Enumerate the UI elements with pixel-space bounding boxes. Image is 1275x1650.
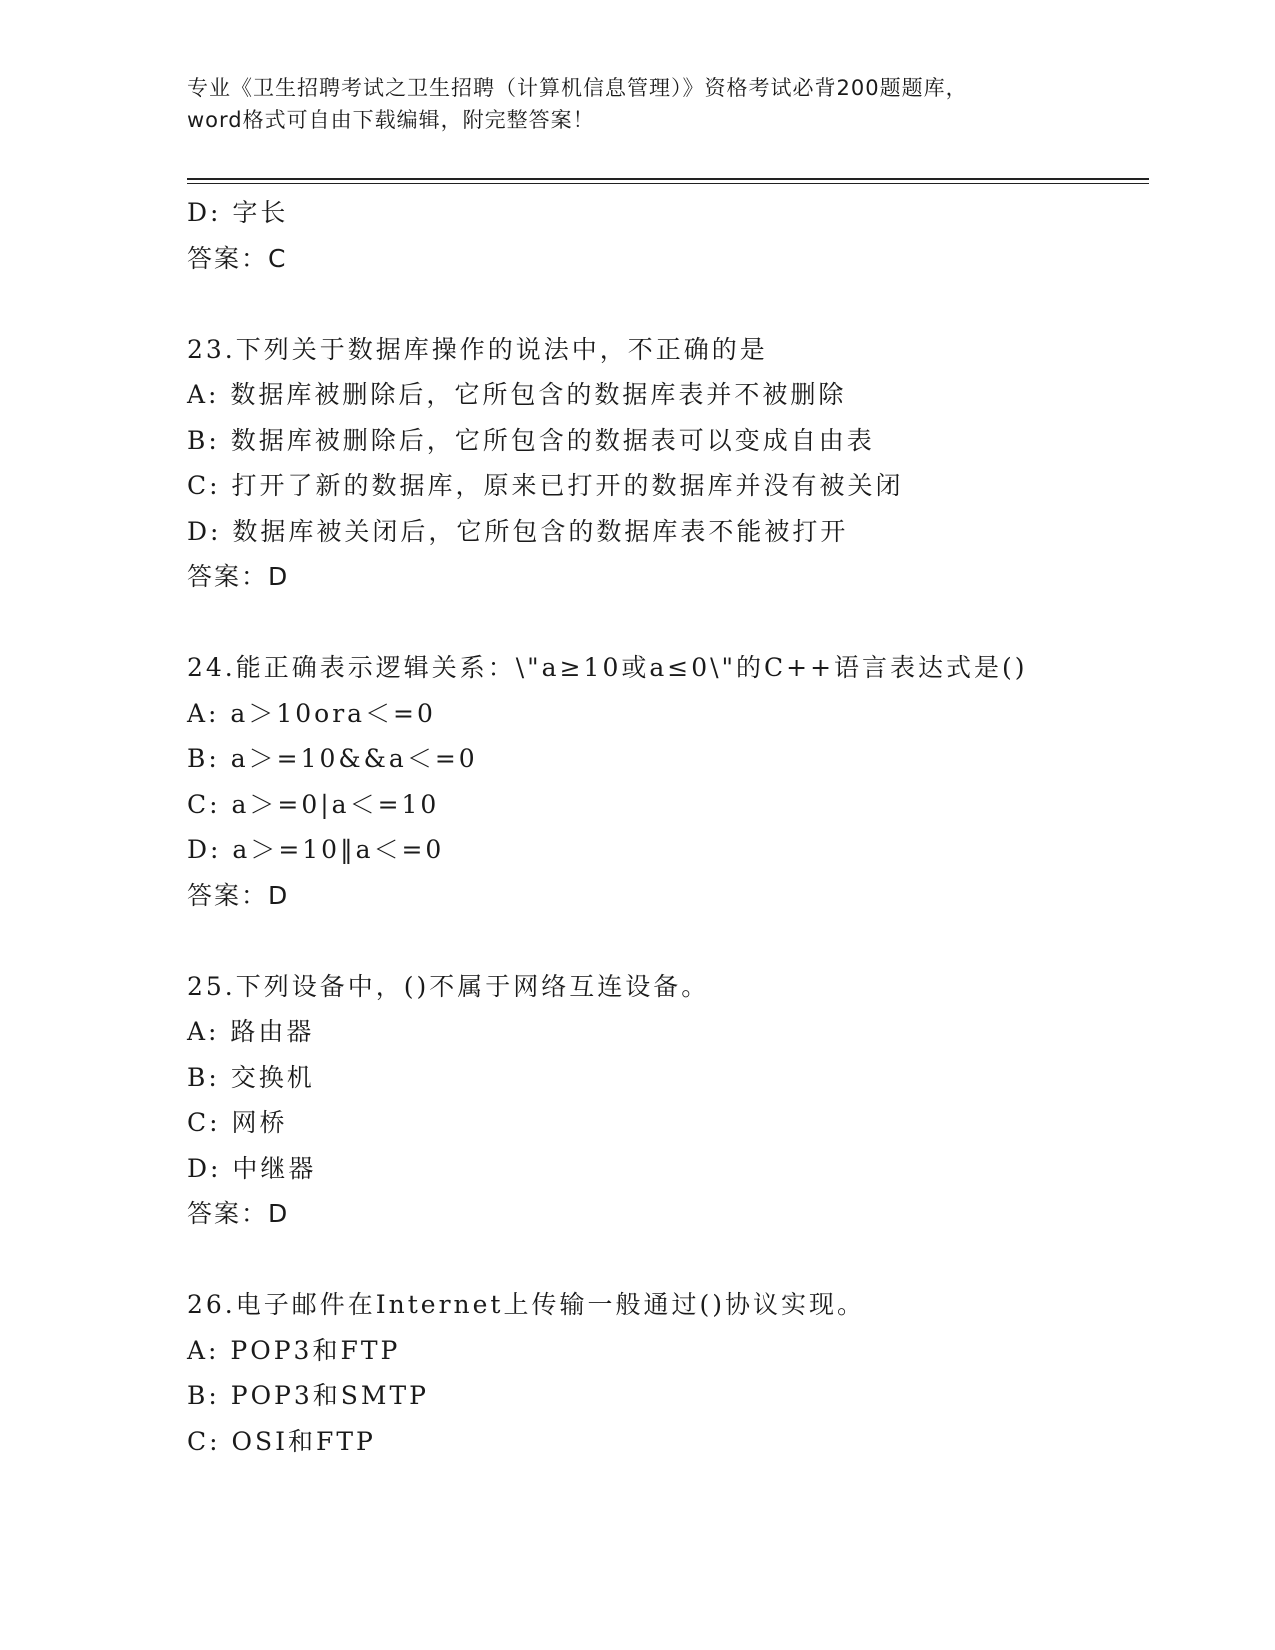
- option-c: C: OSI和FTP: [187, 1426, 376, 1456]
- option-c: C: 网桥: [187, 1108, 288, 1137]
- option-a: A: a＞10ora＜=0: [187, 698, 436, 728]
- spacer: [187, 918, 1147, 964]
- question-25: [187, 964, 1147, 1237]
- question-stem: 24.能正确表示逻辑关系：\"a≥10或a≤0\"的C++语言表达式是(): [187, 653, 1028, 682]
- option-a: A: 路由器: [187, 1017, 315, 1046]
- question-list: [187, 190, 1147, 1464]
- question-23: [187, 327, 1147, 600]
- option-d: D: a＞=10‖a＜=0: [187, 835, 445, 864]
- header-title-line2: word格式可自由下载编辑，附完整答案！: [187, 108, 595, 132]
- header-divider-thick: [187, 178, 1149, 180]
- header-divider-thin: [187, 183, 1149, 184]
- question-stem: 25.下列设备中，()不属于网络互连设备。: [187, 971, 710, 1001]
- answer: 答案：D: [187, 880, 290, 910]
- answer: 答案：D: [187, 1199, 290, 1228]
- question-24: [187, 645, 1147, 918]
- option-d: D: 数据库被关闭后，它所包含的数据库表不能被打开: [187, 516, 849, 546]
- option-d: D: 中继器: [187, 1153, 317, 1183]
- option-d: D: 字长: [187, 198, 289, 227]
- spacer: [187, 281, 1147, 327]
- answer: 答案：D: [187, 562, 290, 591]
- spacer: [187, 1237, 1147, 1283]
- option-b: B: 数据库被删除后，它所包含的数据表可以变成自由表: [187, 425, 875, 455]
- option-b: B: POP3和SMTP: [187, 1381, 430, 1410]
- option-b: B: a＞=10&&a＜=0: [187, 744, 478, 773]
- option-c: C: a＞=0|a＜=10: [187, 789, 440, 819]
- option-a: A: POP3和FTP: [187, 1335, 401, 1365]
- question-stem: 26.电子邮件在Internet上传输一般通过()协议实现。: [187, 1290, 865, 1319]
- header-title-line1: 专业《卫生招聘考试之卫生招聘（计算机信息管理）》资格考试必背200题题库，: [187, 76, 968, 100]
- spacer: [187, 600, 1147, 646]
- option-c: C: 打开了新的数据库，原来已打开的数据库并没有被关闭: [187, 471, 904, 500]
- option-b: B: 交换机: [187, 1062, 315, 1092]
- option-a: A: 数据库被删除后，它所包含的数据库表并不被删除: [187, 380, 847, 409]
- document-header: [187, 72, 1087, 136]
- question-stem: 23.下列关于数据库操作的说法中，不正确的是: [187, 334, 768, 364]
- question-26: [187, 1282, 1147, 1464]
- answer: 答案：C: [187, 243, 288, 273]
